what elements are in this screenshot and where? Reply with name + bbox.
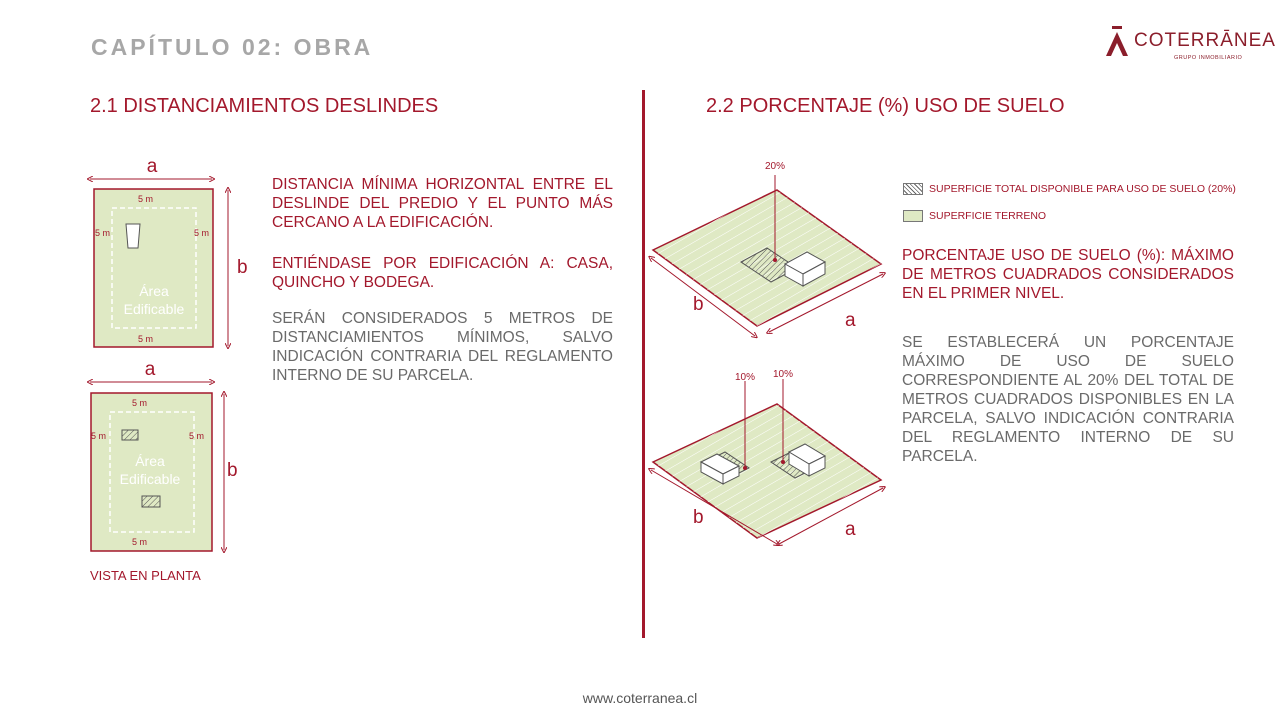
svg-text:5 m: 5 m (132, 398, 148, 408)
area-label-2-line1: Área (135, 453, 165, 469)
section2-paragraph1: PORCENTAJE USO DE SUELO (%): MÁXIMO DE METROS CUADRADOS CONSIDERADOS EN EL PRIMER NIVEL. (902, 247, 1234, 302)
logo-subtitle: GRUPO INMOBILIARIO (1174, 55, 1243, 61)
plan-diagrams (80, 150, 280, 570)
iso1-dim-a: a (845, 310, 856, 331)
logo-name: COTERRĀNEA (1134, 30, 1276, 51)
pct-b-label: 10% (772, 369, 794, 380)
pct-total-label: 20% (764, 161, 786, 172)
footer-url: www.coterranea.cl (582, 690, 698, 706)
plan-diagram-2 (90, 359, 238, 551)
svg-text:5 m: 5 m (138, 194, 154, 204)
dim-b-label-2: b (227, 460, 238, 481)
area-label-2-line2: Edificable (119, 471, 181, 487)
plan-diagram-1 (90, 156, 248, 347)
iso1-dim-b: b (693, 294, 704, 315)
iso2-dim-b: b (693, 507, 704, 528)
dim-b-label: b (237, 257, 248, 278)
isometric-diagrams (645, 150, 895, 550)
iso-diagram-2 (651, 369, 883, 544)
area-label-line1: Área (139, 283, 169, 299)
section1-paragraph2: ENTIÉNDASE POR EDIFICACIÓN A: CASA, QUINCHO Y BODEGA. (272, 255, 613, 291)
svg-text:5 m: 5 m (91, 431, 107, 441)
section2-paragraph2: SE ESTABLECERÁ UN PORCENTAJE MÁXIMO DE USO DE SUELO CORRESPONDIENTE AL 20% DEL TOTAL DE METROS CUADRADOS DISPONIBLES EN LA PARCELA, SALVO INDICACIÓN CONTRARIA DEL REGLAMENTO INTERNO DE SU PARCELA. (902, 334, 1234, 465)
logo-mark-icon (1104, 26, 1130, 60)
section1-title: 2.1 DISTANCIAMIENTOS DESLINDES (90, 95, 439, 117)
section1-paragraph1: DISTANCIA MÍNIMA HORIZONTAL ENTRE EL DESLINDE DEL PREDIO Y EL PUNTO MÁS CERCANO A LA EDIFICACIÓN. (272, 176, 613, 231)
dim-a-label-2: a (144, 359, 156, 380)
plan-view-caption: VISTA EN PLANTA (90, 568, 201, 583)
chapter-title: CAPÍTULO 02: OBRA (91, 34, 374, 60)
section2-title: 2.2 PORCENTAJE (%) USO DE SUELO (706, 95, 1065, 117)
svg-text:5 m: 5 m (194, 228, 210, 238)
legend-label-2: SUPERFICIE TERRENO (929, 210, 1047, 222)
svg-text:5 m: 5 m (189, 431, 205, 441)
legend-label-1: SUPERFICIE TOTAL DISPONIBLE PARA USO DE SUELO (20%) (929, 183, 1236, 195)
pct-a-label: 10% (734, 372, 756, 383)
brand-logo (1104, 24, 1276, 64)
iso2-dim-a: a (845, 519, 856, 540)
section1-paragraph3: SERÁN CONSIDERADOS 5 METROS DE DISTANCIAMIENTOS MÍNIMOS, SALVO INDICACIÓN CONTRARIA DEL REGLAMENTO INTERNO DE SU PARCELA. (272, 310, 613, 384)
dim-a-label: a (146, 156, 158, 177)
svg-text:5 m: 5 m (95, 228, 111, 238)
legend-swatch-hatched (903, 183, 923, 195)
iso-diagram-1 (651, 161, 883, 336)
svg-text:5 m: 5 m (132, 537, 148, 547)
svg-text:5 m: 5 m (138, 334, 154, 344)
legend-swatch-terrain (903, 210, 923, 222)
area-label-line2: Edificable (123, 301, 185, 317)
